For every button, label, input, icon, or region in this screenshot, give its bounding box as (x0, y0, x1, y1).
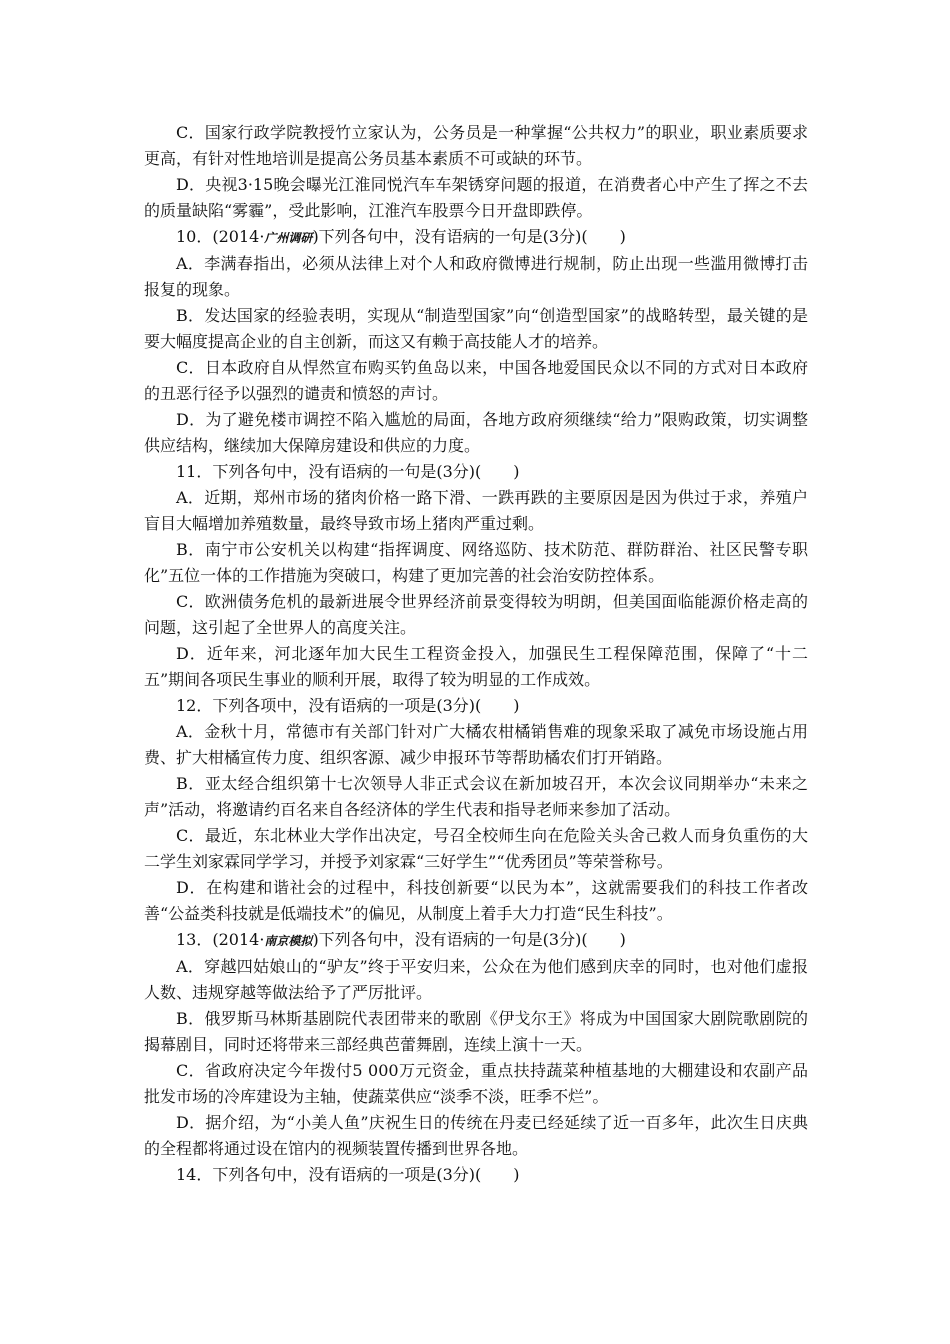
option-text: A．李满春指出，必须从法律上对个人和政府微博进行规制，防止出现一些滥用微博打击报复的现象。 (144, 254, 808, 299)
option-text: D．央视3·15晚会曝光江淮同悦汽车车架锈穿问题的报道，在消费者心中产生了挥之不去的质量缺陷“雾霾”，受此影响，江淮汽车股票今日开盘即跌停。 (144, 175, 808, 220)
option-text: B．俄罗斯马林斯基剧院代表团带来的歌剧《伊戈尔王》将成为中国国家大剧院歌剧院的揭幕剧目，同时还将带来三部经典芭蕾舞剧，连续上演十一天。 (144, 1009, 808, 1054)
question-source: 南京模拟 (264, 934, 313, 948)
option-text: C．日本政府自从悍然宣布购买钓鱼岛以来，中国各地爱国民众以不同的方式对日本政府的丑恶行径予以强烈的谴责和愤怒的声讨。 (144, 358, 808, 403)
question-stem (144, 224, 808, 251)
question-stem (144, 693, 808, 719)
option-text: C．最近，东北林业大学作出决定，号召全校师生向在危险关头舍己救人而身负重伤的大二学生刘家霖同学学习，并授予刘家霖“三好学生”“优秀团员”等荣誉称号。 (144, 826, 808, 871)
option-text: D．据介绍，为“小美人鱼”庆祝生日的传统在丹麦已经延续了近一百多年，此次生日庆典的全程都将通过设在馆内的视频装置传播到世界各地。 (144, 1113, 808, 1158)
question-stem (144, 1162, 808, 1188)
option-text: D．近年来，河北逐年加大民生工程资金投入，加强民生工程保障范围，保障了“十二五”期间各项民生事业的顺利开展，取得了较为明显的工作成效。 (144, 644, 808, 689)
question-prefix: 10．(2014· (176, 227, 265, 246)
question-source: 广州调研 (264, 231, 313, 245)
question-text: )下列各句中，没有语病的一句是(3分)( ) (312, 930, 626, 949)
question-prefix: 13．(2014· (176, 930, 265, 949)
document-page (144, 120, 808, 1188)
option-text: B．南宁市公安机关以构建“指挥调度、网络巡防、技术防范、群防群治、社区民警专职化”五位一体的工作措施为突破口，构建了更加完善的社会治安防控体系。 (144, 540, 808, 585)
question-prefix: 12．下列各项中，没有语病的一项是(3分)( ) (176, 696, 520, 715)
question-stem (144, 459, 808, 485)
option-text: B．发达国家的经验表明，实现从“制造型国家”向“创造型国家”的战略转型，最关键的是要大幅度提高企业的自主创新，而这又有赖于高技能人才的培养。 (144, 306, 808, 351)
option-text: A．金秋十月，常德市有关部门针对广大橘农柑橘销售难的现象采取了减免市场设施占用费、扩大柑橘宣传力度、组织客源、减少申报环节等帮助橘农们打开销路。 (144, 722, 808, 767)
question-prefix: 14．下列各句中，没有语病的一项是(3分)( ) (176, 1165, 520, 1184)
option-text: B．亚太经合组织第十七次领导人非正式会议在新加坡召开，本次会议同期举办“未来之声”活动，将邀请约百名来自各经济体的学生代表和指导老师来参加了活动。 (144, 774, 808, 819)
option-text: C．欧洲债务危机的最新进展令世界经济前景变得较为明朗，但美国面临能源价格走高的问题，这引起了全世界人的高度关注。 (144, 592, 808, 637)
question-stem (144, 927, 808, 954)
option-text: A．近期，郑州市场的猪肉价格一路下滑、一跌再跌的主要原因是因为供过于求，养殖户盲目大幅增加养殖数量，最终导致市场上猪肉严重过剩。 (144, 488, 808, 533)
question-text: )下列各句中，没有语病的一句是(3分)( ) (312, 227, 626, 246)
option-text: A．穿越四姑娘山的“驴友”终于平安归来，公众在为他们感到庆幸的同时，也对他们虚报人数、违规穿越等做法给予了严厉批评。 (144, 957, 808, 1002)
option-text: C．国家行政学院教授竹立家认为，公务员是一种掌握“公共权力”的职业，职业素质要求更高，有针对性地培训是提高公务员基本素质不可或缺的环节。 (144, 123, 808, 168)
option-text: D．在构建和谐社会的过程中，科技创新要“以民为本”，这就需要我们的科技工作者改善“公益类科技就是低端技术”的偏见，从制度上着手大力打造“民生科技”。 (144, 878, 808, 923)
question-prefix: 11．下列各句中，没有语病的一句是(3分)( ) (176, 462, 520, 481)
option-text: C．省政府决定今年拨付5 000万元资金，重点扶持蔬菜种植基地的大棚建设和农副产品批发市场的冷库建设为主轴，使蔬菜供应“淡季不淡，旺季不烂”。 (144, 1061, 808, 1106)
option-text: D．为了避免楼市调控不陷入尴尬的局面，各地方政府须继续“给力”限购政策，切实调整供应结构，继续加大保障房建设和供应的力度。 (144, 410, 808, 455)
